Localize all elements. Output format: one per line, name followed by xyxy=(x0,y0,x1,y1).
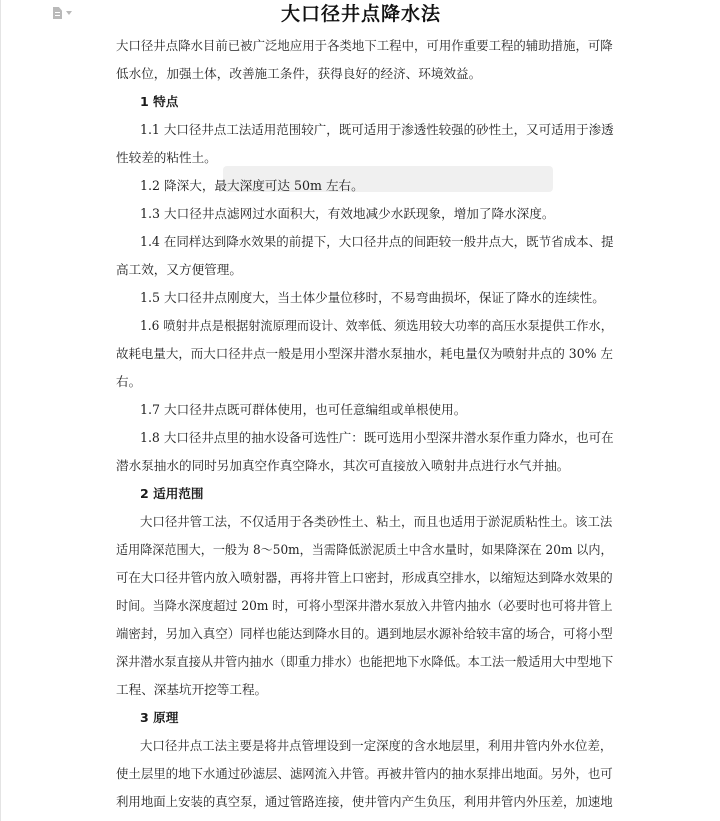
body-text-line: 1.1 大口径井点工法适用范围较广，既可适用于渗透性较强的砂性土，又可适用于渗透 xyxy=(140,122,614,137)
body-text-line: 时间。当降水深度超过 20m 时，可将小型深井潜水泵放入井管内抽水（必要时也可将井管上 xyxy=(116,598,613,613)
body-text-line: 工程、深基坑开挖等工程。 xyxy=(116,682,268,697)
body-text-line: 大口径井点降水目前已被广泛地应用于各类地下工程中，可用作重要工程的辅助措施，可降 xyxy=(116,38,613,53)
body-text-line: 可在大口径井管内放入喷射器，再将井管上口密封，形成真空排水，以缩短达到降水效果的 xyxy=(116,570,613,585)
section-heading: 2 适用范围 xyxy=(140,486,204,501)
body-text-line: 1.8 大口径井点里的抽水设备可选性广：既可选用小型深井潜水泵作重力降水，也可在 xyxy=(140,430,614,445)
section-heading: 1 特点 xyxy=(140,94,179,109)
body-text-line: 大口径井管工法，不仅适用于各类砂性土、粘土，而且也适用于淤泥质粘性土。该工法 xyxy=(140,514,613,529)
body-text-line: 端密封，另加入真空）同样也能达到降水目的。遇到地层水源补给较丰富的场合，可将小型 xyxy=(116,626,613,641)
body-text-line: 性较差的粘性土。 xyxy=(116,150,217,165)
body-text-line: 深井潜水泵直接从井管内抽水（即重力排水）也能把地下水降低。本工法一般适用大中型地下 xyxy=(116,654,614,669)
body-text-line: 1.5 大口径井点刚度大，当土体少量位移时，不易弯曲损坏，保证了降水的连续性。 xyxy=(140,290,605,305)
body-text-line: 1.6 喷射井点是根据射流原理而设计、效率低、须选用较大功率的高压水泵提供工作水， xyxy=(140,318,613,333)
body-text-line: 潜水泵抽水的同时另加真空作真空降水，其次可直接放入喷射井点进行水气并抽。 xyxy=(116,458,570,473)
body-text-line: 右。 xyxy=(116,374,142,389)
body-text-line: 利用地面上安装的真空泵，通过管路连接，使井管内产生负压，利用井管内外压差，加速地 xyxy=(116,794,613,809)
body-text-line: 适用降深范围大，一般为 8～50m，当需降低淤泥质土中含水量时，如果降深在 20m 以内， xyxy=(116,542,613,557)
body-text-line: 1.3 大口径井点滤网过水面积大，有效地减少水跃现象，增加了降水深度。 xyxy=(140,206,555,221)
body-text-line: 高工效，又方便管理。 xyxy=(116,262,242,277)
body-text-line: 使土层里的地下水通过砂滤层、滤网流入井管。再被井管内的抽水泵排出地面。另外，也可 xyxy=(116,766,613,781)
body-text-line: 低水位，加强土体，改善施工条件，获得良好的经济、环境效益。 xyxy=(116,66,482,81)
section-heading: 3 原理 xyxy=(140,710,179,725)
body-text-line: 故耗电量大，而大口径井点一般是用小型深井潜水泵抽水，耗电量仅为喷射井点的 30% 左 xyxy=(116,346,613,361)
body-text-line: 1.7 大口径井点既可群体使用，也可任意编组或单根使用。 xyxy=(140,402,467,417)
body-text-line: 1.4 在同样达到降水效果的前提下，大口径井点的间距较一般井点大，既节省成本、提 xyxy=(140,234,614,249)
document-title: 大口径井点降水法 xyxy=(280,3,441,25)
body-text-line: 大口径井点工法主要是将井点管埋设到一定深度的含水地层里，利用井管内外水位差， xyxy=(140,738,613,753)
body-text-line: 1.2 降深大，最大深度可达 50m 左右。 xyxy=(140,178,364,193)
